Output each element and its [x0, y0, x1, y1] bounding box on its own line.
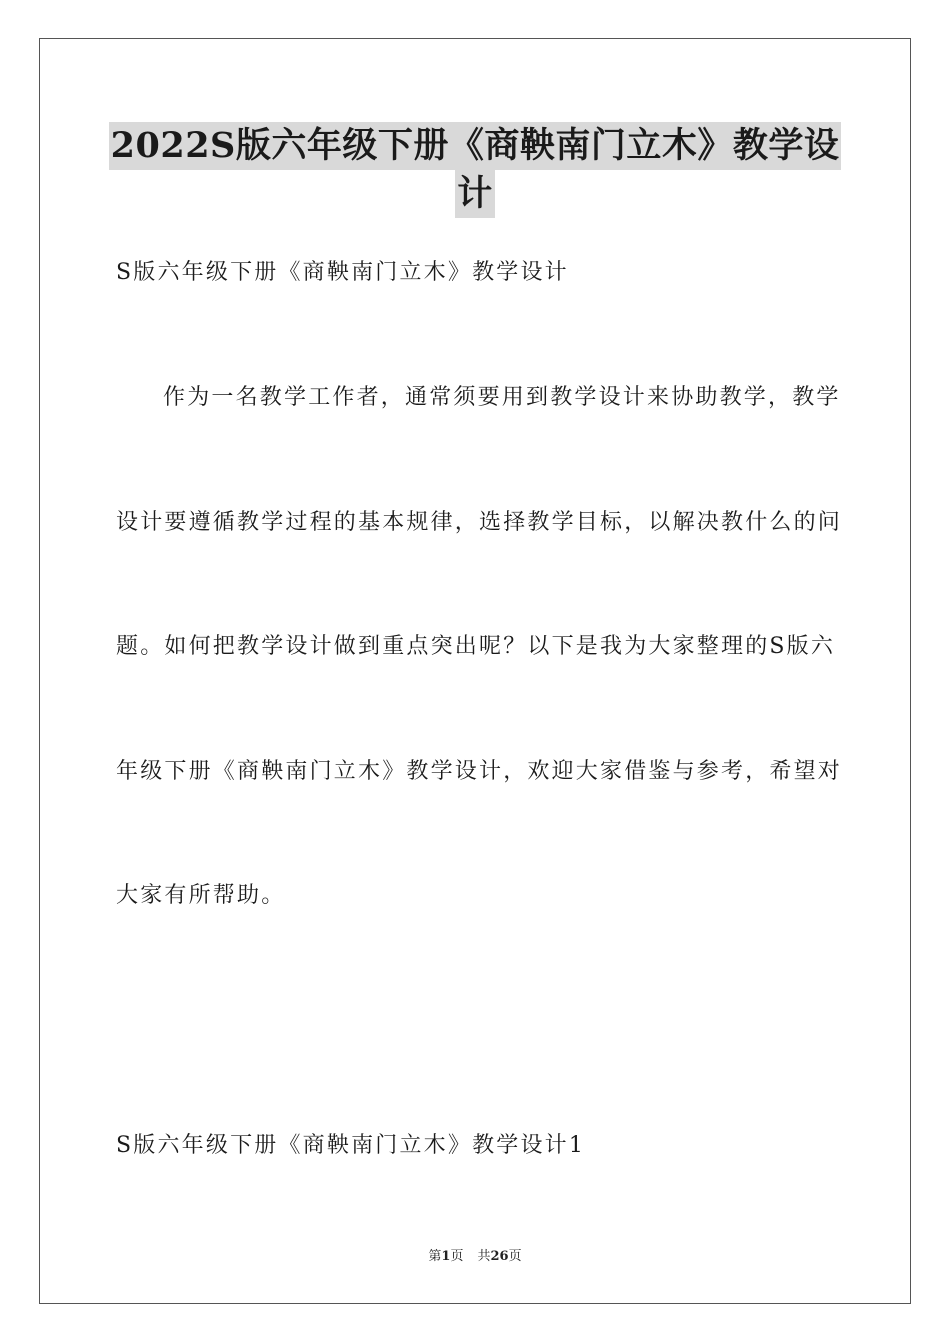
paragraph-line-4: 年级下册《商鞅南门立木》教学设计，欢迎大家借鉴与参考，希望对 [116, 759, 843, 784]
page-footer [0, 1248, 950, 1266]
total-suffix: 页 [508, 1249, 522, 1264]
page-suffix: 页 [450, 1249, 464, 1264]
paragraph-line-2: 设计要遵循教学过程的基本规律，选择教学目标，以解决教什么的问 [116, 510, 843, 535]
page-prefix: 第 [428, 1249, 442, 1264]
document-subtitle: S版六年级下册《商鞅南门立木》教学设计 [116, 260, 569, 285]
title-line-2: 计 [455, 170, 495, 218]
paragraph-line-5: 大家有所帮助。 [116, 883, 286, 908]
section-heading: S版六年级下册《商鞅南门立木》教学设计1 [116, 1133, 586, 1158]
paragraph-line-3: 题。如何把教学设计做到重点突出呢？以下是我为大家整理的S版六 [116, 634, 836, 659]
total-pages: 26 [490, 1249, 509, 1264]
title-line-1: 2022S版六年级下册《商鞅南门立木》教学设 [109, 122, 842, 170]
page-border [39, 38, 911, 1304]
total-prefix: 共 [477, 1249, 491, 1264]
page-number: 1 [441, 1249, 451, 1264]
paragraph-line-1: 作为一名教学工作者，通常须要用到教学设计来协助教学，教学 [163, 385, 841, 410]
document-title [100, 122, 850, 218]
